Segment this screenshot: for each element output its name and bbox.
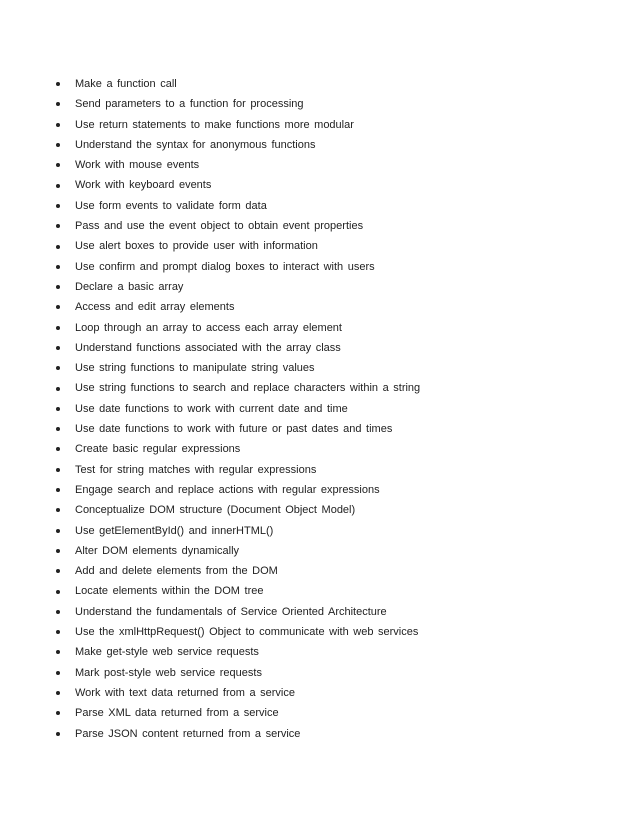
bullet-icon xyxy=(56,590,60,594)
list-item-text: Pass and use the event object to obtain event properties xyxy=(75,220,364,233)
list-item-text: Use return statements to make functions more modular xyxy=(75,118,354,131)
list-item xyxy=(56,175,420,195)
list-item xyxy=(56,358,420,378)
list-item-text: Work with text data returned from a service xyxy=(75,686,295,699)
list-item xyxy=(56,257,420,277)
bullet-icon xyxy=(56,529,60,533)
list-item-text: Understand functions associated with the array class xyxy=(75,341,341,354)
list-item xyxy=(56,94,420,114)
list-item xyxy=(56,135,420,155)
bullet-icon xyxy=(56,265,60,269)
bullet-icon xyxy=(56,326,60,330)
bullet-icon xyxy=(56,366,60,370)
bullet-icon xyxy=(56,711,60,715)
list-item xyxy=(56,561,420,581)
bullet-icon xyxy=(56,143,60,147)
list-item-text: Parse XML data returned from a service xyxy=(75,707,279,720)
bullet-icon xyxy=(56,285,60,289)
list-item-text: Declare a basic array xyxy=(75,280,184,293)
list-item-text: Loop through an array to access each array element xyxy=(75,321,342,334)
list-item xyxy=(56,602,420,622)
list-item xyxy=(56,378,420,398)
bullet-icon xyxy=(56,488,60,492)
list-item xyxy=(56,439,420,459)
bullet-icon xyxy=(56,610,60,614)
list-item xyxy=(56,216,420,236)
list-item-text: Add and delete elements from the DOM xyxy=(75,565,278,578)
list-item-text: Use string functions to manipulate string values xyxy=(75,362,315,375)
list-item-text: Use alert boxes to provide user with information xyxy=(75,240,318,253)
list-item-text: Understand the syntax for anonymous functions xyxy=(75,138,316,151)
bullet-icon xyxy=(56,630,60,634)
bullet-icon xyxy=(56,346,60,350)
bullet-icon xyxy=(56,305,60,309)
list-item-text: Engage search and replace actions with regular expressions xyxy=(75,483,380,496)
list-item-text: Locate elements within the DOM tree xyxy=(75,585,264,598)
list-item-text: Make get-style web service requests xyxy=(75,646,259,659)
list-item-text: Use getElementById() and innerHTML() xyxy=(75,524,274,537)
list-item-text: Test for string matches with regular expressions xyxy=(75,463,317,476)
list-item xyxy=(56,521,420,541)
bullet-icon xyxy=(56,732,60,736)
list-item-text: Use string functions to search and replace characters within a string xyxy=(75,382,421,395)
bullet-icon xyxy=(56,245,60,249)
list-item-text: Parse JSON content returned from a service xyxy=(75,727,301,740)
list-item xyxy=(56,581,420,601)
list-item-text: Work with keyboard events xyxy=(75,179,212,192)
bullet-icon xyxy=(56,387,60,391)
bullet-icon xyxy=(56,650,60,654)
list-item-text: Mark post-style web service requests xyxy=(75,666,262,679)
list-item xyxy=(56,703,420,723)
list-item-text: Alter DOM elements dynamically xyxy=(75,544,240,557)
bullet-icon xyxy=(56,691,60,695)
bullet-icon xyxy=(56,468,60,472)
list-item-text: Work with mouse events xyxy=(75,159,200,172)
list-item xyxy=(56,642,420,662)
list-item xyxy=(56,236,420,256)
list-item xyxy=(56,541,420,561)
list-item xyxy=(56,338,420,358)
bullet-icon xyxy=(56,224,60,228)
list-item xyxy=(56,724,420,744)
list-item xyxy=(56,196,420,216)
list-item xyxy=(56,683,420,703)
list-item xyxy=(56,480,420,500)
list-item-text: Use confirm and prompt dialog boxes to interact with users xyxy=(75,260,375,273)
bullet-icon xyxy=(56,549,60,553)
bullet-icon xyxy=(56,102,60,106)
list-item-text: Create basic regular expressions xyxy=(75,443,241,456)
list-item-text: Use form events to validate form data xyxy=(75,199,267,212)
bullet-icon xyxy=(56,407,60,411)
bullet-icon xyxy=(56,184,60,188)
list-item-text: Access and edit array elements xyxy=(75,301,235,314)
list-item-text: Understand the fundamentals of Service Oriented Architecture xyxy=(75,605,387,618)
list-item xyxy=(56,74,420,94)
list-item xyxy=(56,318,420,338)
bullet-icon xyxy=(56,427,60,431)
list-item xyxy=(56,277,420,297)
list-item-text: Send parameters to a function for processing xyxy=(75,98,304,111)
list-item-text: Conceptualize DOM structure (Document Object Model) xyxy=(75,504,356,517)
list-item-text: Make a function call xyxy=(75,78,177,90)
bullet-icon xyxy=(56,671,60,675)
bullet-icon xyxy=(56,204,60,208)
list-item xyxy=(56,115,420,135)
list-item xyxy=(56,460,420,480)
list-item xyxy=(56,663,420,683)
bullet-icon xyxy=(56,123,60,127)
list-item-text: Use the xmlHttpRequest() Object to communicate with web services xyxy=(75,626,419,639)
bullet-icon xyxy=(56,163,60,167)
bullet-icon xyxy=(56,569,60,573)
list-item xyxy=(56,399,420,419)
bullet-icon xyxy=(56,508,60,512)
list-item xyxy=(56,500,420,520)
list-item-text: Use date functions to work with current date and time xyxy=(75,402,348,415)
list-item xyxy=(56,419,420,439)
list-item xyxy=(56,155,420,175)
list-item-text: Use date functions to work with future or past dates and times xyxy=(75,423,393,436)
bullet-list xyxy=(56,74,420,744)
bullet-icon xyxy=(56,82,60,86)
bullet-icon xyxy=(56,447,60,451)
list-item xyxy=(56,622,420,642)
list-item xyxy=(56,297,420,317)
